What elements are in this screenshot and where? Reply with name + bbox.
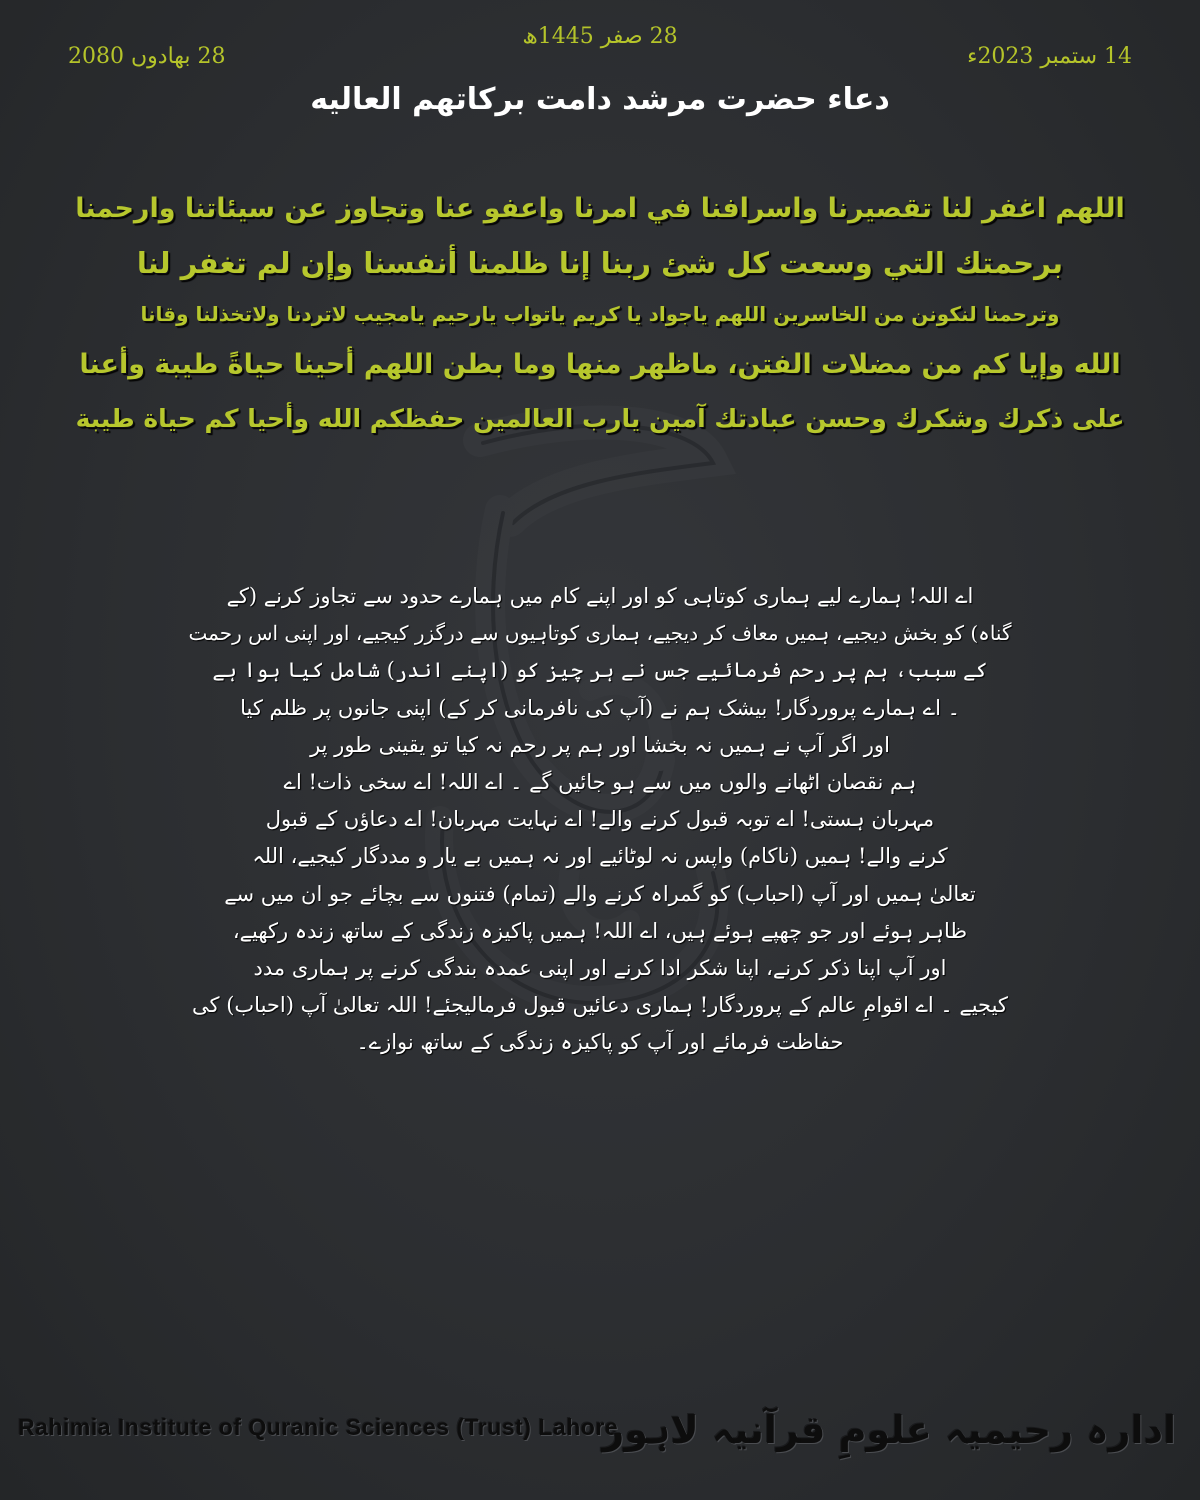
arabic-dua-line: الله وإيا كم من مضلات الفتن، ماظهر منها وما بطن اللهم أحينا حياةً طيبة وأعنا (79, 349, 1121, 380)
urdu-translation-line: ظاہر ہوئے اور جو چھپے ہوئے ہیں، اے اللہ! ہمیں پاکیزہ زندگی کے ساتھ زندہ رکھیے، (232, 918, 968, 943)
hijri-date: 28 صفر 1445ھ (522, 24, 678, 49)
urdu-translation-line: گناہ) کو بخش دیجیے، ہمیں معاف کر دیجیے، ہماری کوتاہیوں سے درگزر کیجیے، اور اپنی اس رحمت (188, 621, 1012, 646)
urdu-translation (180, 578, 1020, 1062)
urdu-translation-line: ہم نقصان اٹھانے والوں میں سے ہو جائیں گے ۔ اے اللہ! اے سخی ذات! اے (283, 770, 917, 795)
urdu-translation-line: تعالیٰ ہمیں اور آپ (احباب) کو گمراہ کرنے والے (تمام) فتنوں سے بچائے جو ان میں سے (224, 881, 976, 906)
arabic-dua-line: على ذكرك وشكرك وحسن عبادتك آمين يارب العالمين حفظكم الله وأحيا كم حياة طيبة (75, 404, 1125, 433)
institute-name-english: Rahimia Institute of Quranic Sciences (Trust) Lahore (18, 1414, 619, 1440)
urdu-translation-line: اور آپ اپنا ذکر کرنے، اپنا شکر ادا کرنے اور اپنی عمدہ بندگی کرنے پر ہماری مدد (253, 956, 947, 981)
arabic-dua-line: برحمتك التي وسعت كل شئ ربنا إنا ظلمنا أنفسنا وإن لم تغفر لنا (136, 246, 1064, 280)
institute-footer (18, 1410, 1182, 1490)
urdu-translation-line: مہربان ہستی! اے توبہ قبول کرنے والے! اے نہایت مہربان! اے دعاؤں کے قبول (265, 807, 935, 832)
bikrami-date: 28 بھادوں 2080 (68, 44, 226, 69)
urdu-translation-line: ۔ اے ہمارے پروردگار! بیشک ہم نے (آپ کی نافرمانی کر کے) اپنی جانوں پر ظلم کیا (240, 695, 960, 720)
urdu-translation-line: اے اللہ! ہمارے لیے ہماری کوتاہی کو اور اپنے کام میں ہمارے حدود سے تجاوز کرنے (کے (226, 584, 974, 608)
urdu-translation-line: کرنے والے! ہمیں (ناکام) واپس نہ لوٹائیے اور نہ ہمیں بے یار و مددگار کیجیے، اللہ (252, 844, 948, 869)
urdu-translation-line: اور اگر آپ نے ہمیں نہ بخشا اور ہم پر رحم نہ کیا تو یقینی طور پر (310, 732, 890, 757)
arabic-dua-line: اللهم اغفر لنا تقصيرنا واسرافنا في امرنا واعفو عنا وتجاوز عن سيئاتنا وارحمنا (75, 193, 1125, 224)
urdu-translation-line: کے سبب، ہم پر رحم فرمائیے جس نے ہر چیز کو (اپنے اندر) شامل کیا ہوا ہے (212, 658, 988, 683)
page-title: دعاء حضرت مرشد دامت برکاتهم العاليه (310, 82, 890, 117)
institute-name-urdu: ادارہ رحیمیہ علومِ قرآنیہ لاہور (602, 1408, 1176, 1452)
gregorian-date: 14 ستمبر 2023ء (967, 44, 1132, 69)
urdu-translation-line: کیجیے ۔ اے اقوامِ عالم کے پروردگار! ہماری دعائیں قبول فرمالیجئے! اللہ تعالیٰ آپ (احباب) کی (192, 993, 1008, 1018)
arabic-dua (70, 182, 1130, 446)
urdu-translation-line: حفاظت فرمائے اور آپ کو پاکیزہ زندگی کے ساتھ نوازے۔ (356, 1030, 844, 1055)
arabic-dua-line: وترحمنا لنكونن من الخاسرين اللهم ياجواد يا كريم ياتواب يارحيم يامجيب لاتردنا ولاتخذلنا وقانا (140, 302, 1060, 326)
